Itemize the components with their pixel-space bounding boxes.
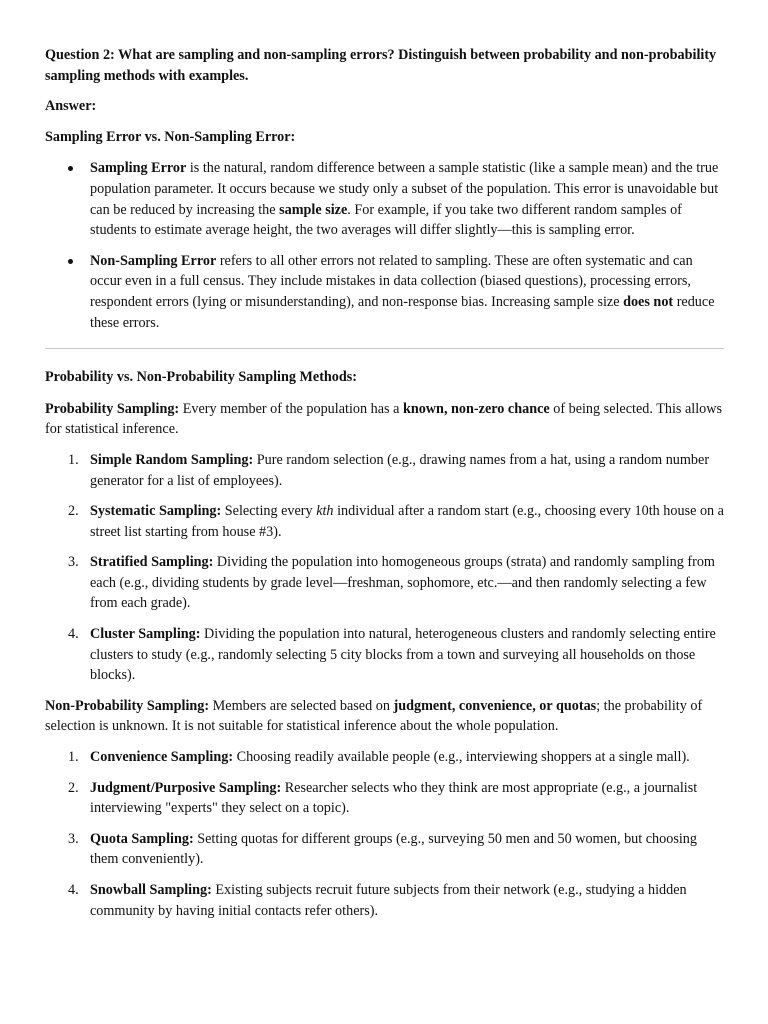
list-item: 2. Systematic Sampling: Selecting every kth individual after a random start (e.g., choosing every 10th house on a street list starting from house #3). [68,503,724,540]
list-item: 1. Convenience Sampling: Choosing readily available people (e.g., interviewing shoppers at a single mall). [68,749,690,766]
list-item: 3. Stratified Sampling: Dividing the population into homogeneous groups (strata) and randomly sampling from each (e.g., dividing students by grade level—freshman, sophomore, etc.—and then randomly selecting a few from each grade). [68,554,715,612]
errors-section-heading: Sampling Error vs. Non-Sampling Error: [45,128,296,145]
list-item-non-sampling-error: Non-Sampling Error refers to all other errors not related to sampling. These are often systematic and can occur even in a full census. They include mistakes in data collection (biased questions), processing errors, respondent errors (lying or misunderstanding), and non-response bias. Increasing sample size does not reduce these errors. [90,251,724,333]
non-probability-methods-list [45,747,724,921]
methods-section-heading: Probability vs. Non-Probability Sampling Methods: [45,369,358,386]
probability-methods-list [45,450,724,686]
list-item: 3. Quota Sampling: Setting quotas for different groups (e.g., surveying 50 men and 50 women, but choosing them conveniently). [68,830,697,868]
list-item: 1. Simple Random Sampling: Pure random selection (e.g., drawing names from a hat, using a random number generator for a list of employees). [68,451,710,489]
non-probability-sampling-intro: Non-Probability Sampling: Members are selected based on judgment, convenience, or quotas; the probability of selection is unknown. It is not suitable for statistical inference about the whole population. [45,697,703,735]
list-item: 4. Snowball Sampling: Existing subjects recruit future subjects from their network (e.g., studying a hidden community by having initial contacts refer others). [68,882,687,919]
probability-sampling-intro: Probability Sampling: Every member of the population has a known, non-zero chance of being selected. This allows for statistical inference. [45,400,723,438]
question-heading: Question 2: What are sampling and non-sampling errors? Distinguish between probability and non-probability sampling methods with examples. [45,47,717,84]
errors-list [45,158,724,333]
term: Sampling Error [90,160,187,177]
term: Non-Sampling Error [90,252,217,269]
section-divider [45,348,724,349]
list-item-sampling-error: Sampling Error is the natural, random difference between a sample statistic (like a sample mean) and the true population parameter. It occurs because we study only a subset of the population. This error is unavoidable but can be reduced by increasing the sample size. For example, if you take two different random samples of students to estimate average height, the two averages will differ slightly—this is sampling error. [90,158,724,240]
answer-label: Answer: [45,98,97,115]
list-item: 2. Judgment/Purposive Sampling: Researcher selects who they think are most appropriate (e.g., a journalist interviewing "experts" they select on a topic). [68,779,698,817]
list-item: 4. Cluster Sampling: Dividing the population into natural, heterogeneous clusters and randomly selecting entire clusters to study (e.g., randomly selecting 5 city blocks from a town and surveying all households on those blocks). [68,626,716,684]
